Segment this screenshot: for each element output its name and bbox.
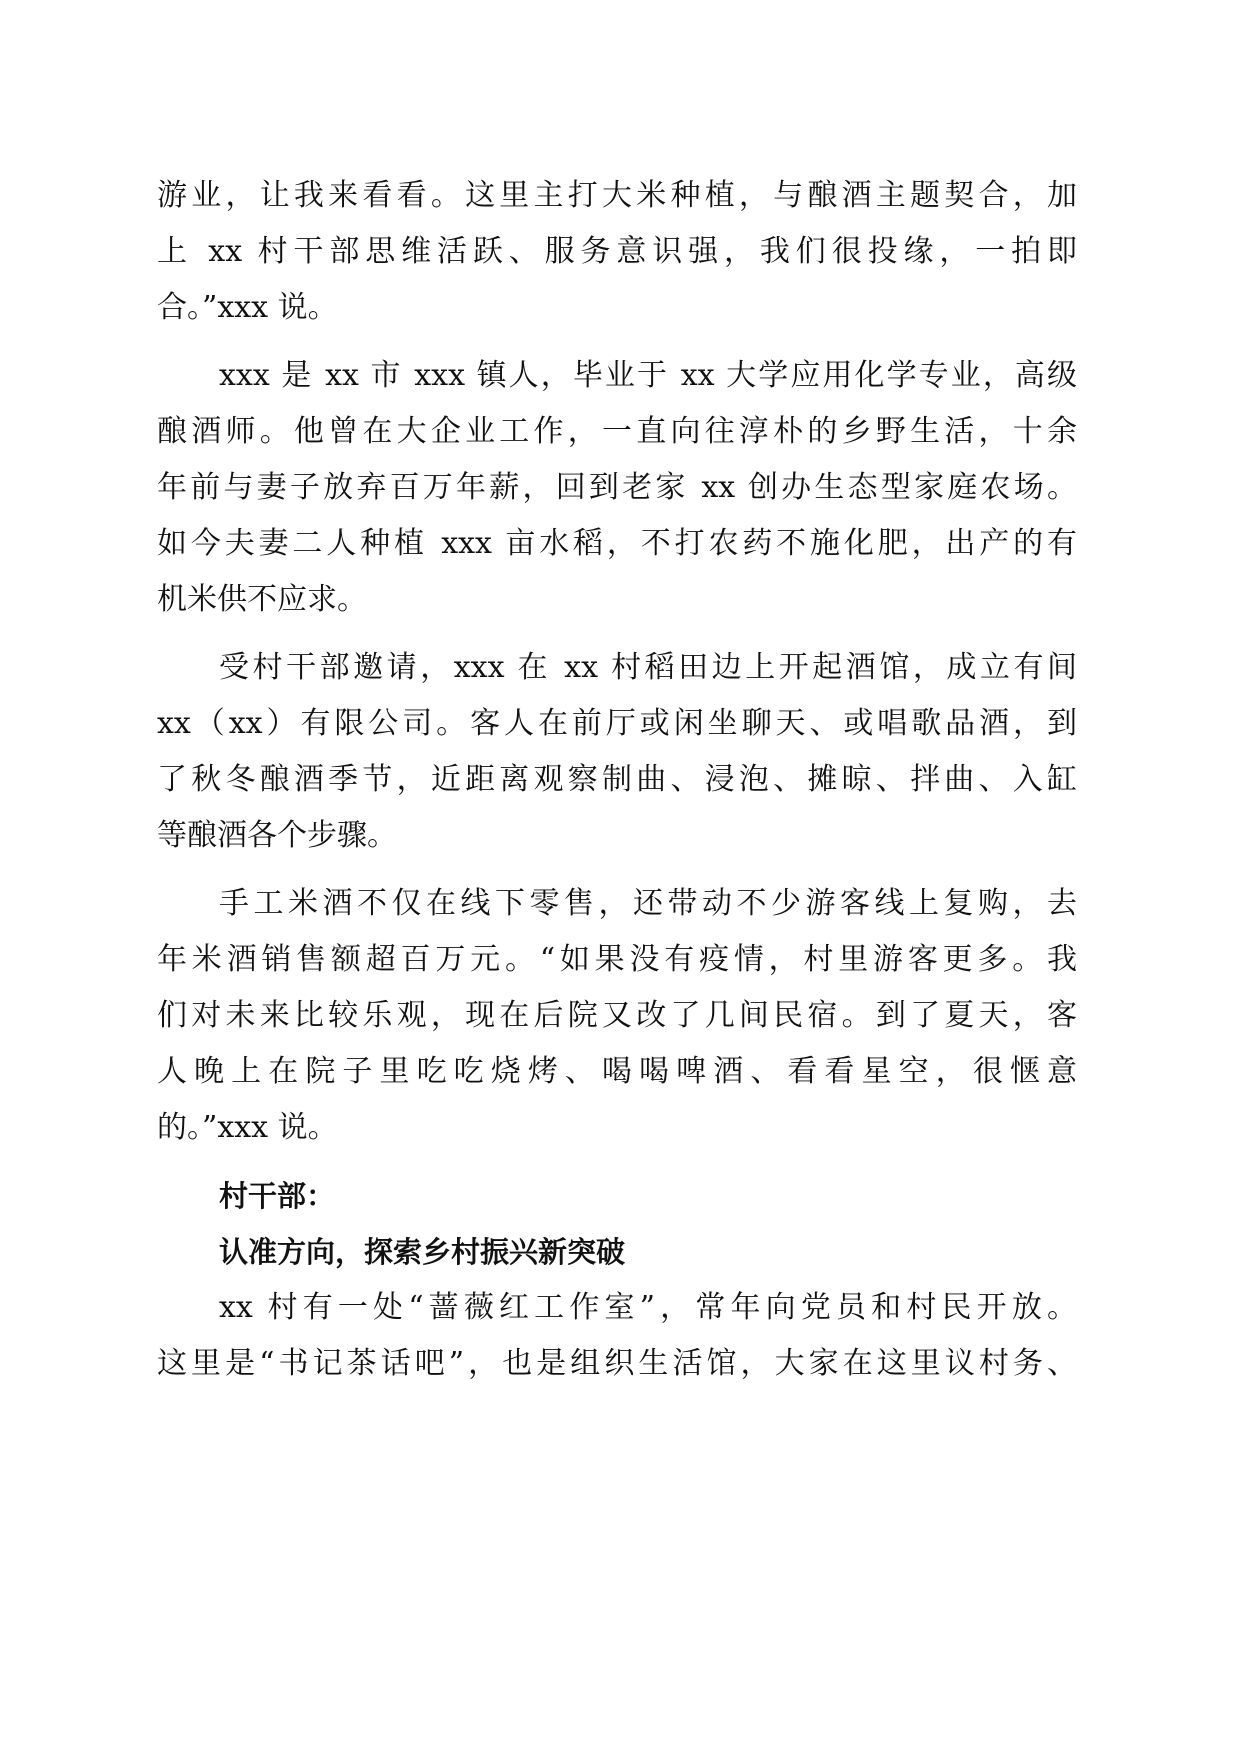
text-line: 们对未来比较乐观，现在后院又改了几间民宿。到了夏天，客 bbox=[157, 998, 1077, 1033]
paragraph bbox=[157, 348, 1077, 628]
text-line: xxx 是 xx 市 xxx 镇人，毕业于 xx 大学应用化学专业，高级 bbox=[219, 358, 1077, 393]
document-body bbox=[157, 168, 1077, 1392]
text-line: 年米酒销售额超百万元。“如果没有疫情，村里游客更多。我 bbox=[157, 942, 1077, 977]
text-line: 这里是“书记茶话吧”，也是组织生活馆，大家在这里议村务、 bbox=[157, 1346, 1077, 1381]
paragraph bbox=[157, 168, 1077, 336]
text-line: 酿酒师。他曾在大企业工作，一直向往淳朴的乡野生活，十余 bbox=[157, 414, 1077, 449]
text-line: 游业，让我来看看。这里主打大米种植，与酿酒主题契合，加 bbox=[157, 178, 1077, 213]
text-line: 人晚上在院子里吃吃烧烤、喝喝啤酒、看看星空，很惬意 bbox=[157, 1054, 1077, 1089]
text-line: 如今夫妻二人种植 xxx 亩水稻，不打农药不施化肥，出产的有 bbox=[157, 526, 1077, 561]
paragraph bbox=[157, 876, 1077, 1156]
text-line: 受村干部邀请，xxx 在 xx 村稻田边上开起酒馆，成立有间 bbox=[219, 650, 1077, 685]
paragraph bbox=[157, 640, 1077, 864]
text-line: 了秋冬酿酒季节，近距离观察制曲、浸泡、摊晾、拌曲、入缸 bbox=[157, 762, 1077, 797]
paragraph bbox=[157, 1280, 1077, 1392]
text-line: xx 村有一处“蔷薇红工作室”，常年向党员和村民开放。 bbox=[219, 1290, 1077, 1325]
text-line: 等酿酒各个步骤。 bbox=[157, 818, 397, 853]
text-line: 合。”xxx 说。 bbox=[157, 290, 338, 325]
section-label: 村干部： bbox=[219, 1179, 336, 1213]
section-heading bbox=[157, 1168, 1077, 1280]
text-line: xx（xx）有限公司。客人在前厅或闲坐聊天、或唱歌品酒，到 bbox=[157, 706, 1077, 741]
text-line: 年前与妻子放弃百万年薪，回到老家 xx 创办生态型家庭农场。 bbox=[157, 470, 1077, 505]
text-line: 手工米酒不仅在线下零售，还带动不少游客线上复购，去 bbox=[219, 886, 1077, 921]
text-line: 上 xx 村干部思维活跃、服务意识强，我们很投缘，一拍即 bbox=[157, 234, 1077, 269]
section-title: 认准方向，探索乡村振兴新突破 bbox=[219, 1235, 626, 1269]
text-line: 的。”xxx 说。 bbox=[157, 1110, 338, 1145]
text-line: 机米供不应求。 bbox=[157, 582, 367, 617]
